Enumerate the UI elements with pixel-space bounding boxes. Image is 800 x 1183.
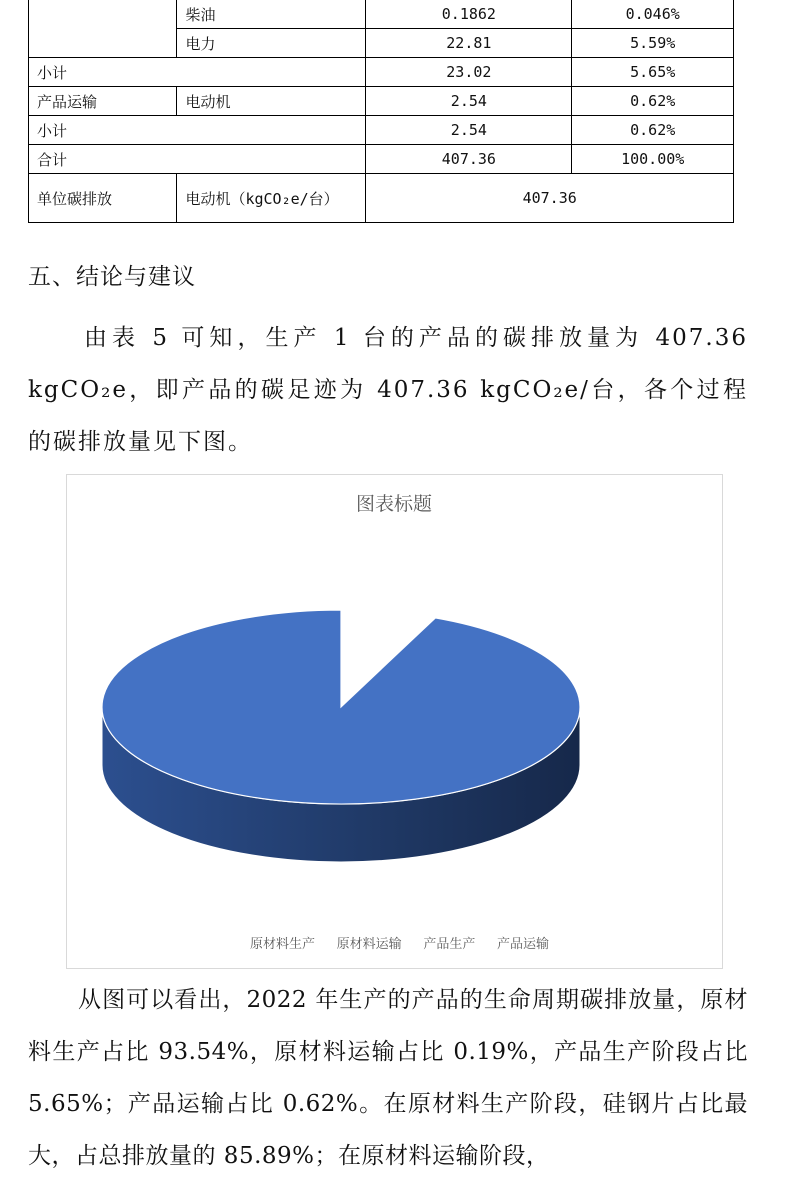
table-cell-stage: 小计	[29, 58, 366, 87]
table-cell-value: 2.54	[366, 87, 572, 116]
table-cell-item: 电动机（kgCO₂e/台）	[177, 174, 366, 223]
legend-label: 原材料生产	[250, 936, 316, 951]
pie-slice	[102, 610, 580, 804]
legend-marker	[487, 942, 492, 947]
legend-label: 产品运输	[496, 936, 549, 951]
chart-legend	[67, 933, 722, 952]
table-cell-percent: 5.59%	[572, 29, 734, 58]
legend-item	[413, 933, 475, 952]
table-cell-value: 0.1862	[366, 0, 572, 29]
legend-marker	[327, 942, 332, 947]
table-cell-value: 22.81	[366, 29, 572, 58]
table-row	[29, 145, 734, 174]
table-cell-stage: 合计	[29, 145, 366, 174]
paragraph: 由表 5 可知，生产 1 台的产品的碳排放量为 407.36 kgCO₂e，即产品的碳足迹为 407.36 kgCO₂e/台，各个过程的碳排放量见下图。	[28, 325, 748, 455]
table-row	[29, 116, 734, 145]
table-cell-percent: 0.62%	[572, 116, 734, 145]
legend-label: 产品生产	[423, 936, 476, 951]
table-cell-stage	[29, 0, 177, 58]
table-cell-percent: 100.00%	[572, 145, 734, 174]
table-cell-value: 407.36	[366, 145, 572, 174]
table-cell-stage: 小计	[29, 116, 366, 145]
table-row	[29, 58, 734, 87]
legend-item	[240, 933, 315, 952]
chart-title: 图表标题	[355, 494, 433, 515]
legend-item	[327, 933, 402, 952]
section-heading: 五、结论与建议	[28, 264, 196, 290]
legend-label: 原材料运输	[336, 936, 402, 951]
table-cell-value: 23.02	[366, 58, 572, 87]
legend-item	[487, 933, 549, 952]
table-cell-stage: 产品运输	[29, 87, 177, 116]
legend-marker	[240, 942, 245, 947]
table-cell-item: 电动机	[177, 87, 366, 116]
table-row	[29, 87, 734, 116]
table-row	[29, 174, 734, 223]
table-cell-item: 柴油	[177, 0, 366, 29]
pie-chart	[66, 474, 723, 969]
table-cell-value: 2.54	[366, 116, 572, 145]
table-row	[29, 0, 734, 29]
table-cell-item: 电力	[177, 29, 366, 58]
table-cell-stage: 单位碳排放	[29, 174, 177, 223]
table-cell-percent: 5.65%	[572, 58, 734, 87]
legend-marker	[413, 942, 418, 947]
table-cell-percent: 0.62%	[572, 87, 734, 116]
table-cell-percent: 0.046%	[572, 0, 734, 29]
table-cell-value: 407.36	[366, 174, 734, 223]
emissions-table	[28, 0, 734, 223]
paragraph: 从图可以看出，2022 年生产的产品的生命周期碳排放量，原材料生产占比 93.54%，原材料运输占比 0.19%，产品生产阶段占比 5.65%；产品运输占比 0.62%。在原材料生产阶段，硅钢片占比最大，占总排放量的 85.89%；在原材料运输阶段，	[28, 987, 748, 1169]
pie-chart-canvas	[67, 475, 722, 968]
